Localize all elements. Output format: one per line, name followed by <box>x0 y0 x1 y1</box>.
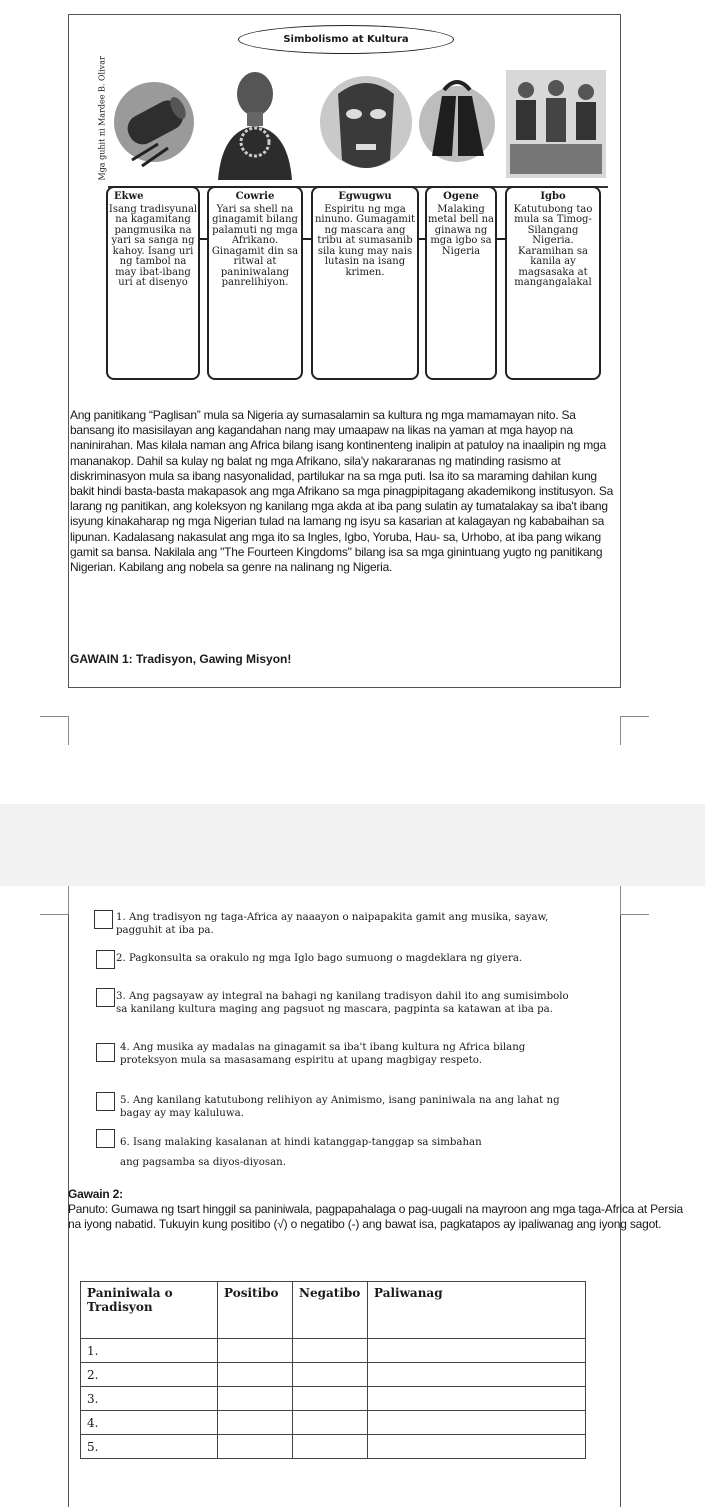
card-title: Cowrie <box>235 191 275 202</box>
task-item: 5. Ang kanilang katutubong relihiyon ay Animismo, isang paniniwala na ang lahat ng bagay ay may kaluluwa. <box>120 1095 560 1119</box>
card-title: Ekwe <box>114 191 144 202</box>
ekwe-drum-illustration <box>112 70 196 178</box>
negatibo-cell[interactable] <box>293 1387 368 1411</box>
row-number: 3. <box>81 1387 218 1411</box>
task-item: 6. Isang malaking kasalanan at hindi katanggap-tanggap sa simbahan ang pagsamba sa diyos-diyosan. <box>120 1137 482 1168</box>
crop-mark <box>620 716 649 745</box>
igbo-people-illustration <box>506 70 606 178</box>
positibo-cell[interactable] <box>218 1411 293 1435</box>
answer-checkbox[interactable] <box>96 950 115 969</box>
gawain2-instructions: Panuto: Gumawa ng tsart hinggil sa paniniwala, pagpapahalaga o pag-uugali na mayroon ang mga taga-Africa at Persia na iyong nabatid. Tukuyin kung positibo (√) o negatibo (-) ang bawat isa, pagkatapos ay ipaliwanag ang iyong sagot. <box>68 1202 683 1231</box>
negatibo-cell[interactable] <box>293 1435 368 1459</box>
answer-checkbox[interactable] <box>96 988 115 1007</box>
column-header: Positibo <box>218 1282 293 1339</box>
card-connector <box>497 238 505 240</box>
gawain2-heading: Gawain 2: <box>68 1187 123 1201</box>
positibo-cell[interactable] <box>218 1435 293 1459</box>
paliwanag-cell[interactable] <box>368 1387 586 1411</box>
column-header: Negatibo <box>293 1282 368 1339</box>
gawain1-heading: GAWAIN 1: Tradisyon, Gawing Misyon! <box>70 652 292 666</box>
task-item: 2. Pagkonsulta sa orakulo ng mga Iglo bago sumuong o magdeklara ng giyera. <box>116 953 523 964</box>
crop-mark <box>40 716 69 745</box>
paliwanag-cell[interactable] <box>368 1339 586 1363</box>
card-text: Katutubong tao mula sa Timog-Silangang Nigeria. Karamihan sa kanila ay magsasaka at mangangalakal <box>513 203 593 288</box>
negatibo-cell[interactable] <box>293 1411 368 1435</box>
page-gap <box>0 804 705 886</box>
column-header: Paliwanag <box>368 1282 586 1339</box>
card-cowrie <box>207 186 303 380</box>
card-title: Ogene <box>443 191 479 202</box>
table-row <box>81 1387 586 1411</box>
intro-paragraph: Ang panitikang “Paglisan” mula sa Nigeria ay sumasalamin sa kultura ng mga mamamayan nito. Sa bansang ito masisilayan ang kagandahan nang may umaapaw na likas na yaman at mga hayop na naninirahan. Mas kilala naman ang Africa bilang isang kontinenteng inalipin at patuloy na inaalipin ng mga mananakop. Dahil sa kulay ng balat ng mga Afrikano, sila'y nakararanas ng matinding rasismo at diskriminasyon mula sa ibang nasyonalidad, partilukar na sa mga puti. Isa ito sa maraming dahilan kung bakit hindi basta-basta makapasok ang mga Afrikano sa mga pinagpipitagang akademikong institusyon. Sa larang ng panitikan, ang koleksyon ng kanilang mga akda at iba pang sulatin ay tumatalakay sa iba't ibang isyung kinakaharap ng mga Nigerian tulad na lamang ng isyu sa kasarian at kalagayan ng kababaihan sa lipunan. Kadalasang nakasulat ang mga ito sa Ingles, Igbo, Yoruba, Hau- sa, Urhobo, at iba pang wikang gamit sa bansa. Nakilala ang "The Fourteen Kingdoms" bilang isa sa mga ginintuang yugto ng panitikang Nigerian. Kabilang ang nobela sa genre na nalinang ng Nigeria. <box>70 408 614 575</box>
table-row <box>81 1339 586 1363</box>
ogene-bell-illustration <box>418 70 496 178</box>
positibo-cell[interactable] <box>218 1387 293 1411</box>
card-egwugwu <box>311 186 419 380</box>
paliwanag-cell[interactable] <box>368 1411 586 1435</box>
positibo-cell[interactable] <box>218 1339 293 1363</box>
row-number: 4. <box>81 1411 218 1435</box>
column-header: Paniniwala o Tradisyon <box>81 1282 218 1339</box>
card-connector <box>303 238 311 240</box>
negatibo-cell[interactable] <box>293 1339 368 1363</box>
row-number: 1. <box>81 1339 218 1363</box>
card-text: Isang tradisyunal na kagamitang pangmusika na yari sa sanga ng kahoy. Isang uri ng tambol na may ibat-ibang uri at disenyo <box>108 203 198 288</box>
card-text: Yari sa shell na ginagamit bilang palamuti ng mga Afrikano. Ginagamit din sa ritwal at paniniwalang panrelihiyon. <box>211 203 299 288</box>
card-ogene <box>425 186 497 380</box>
card-text: Malaking metal bell na ginawa ng mga igbo sa Nigeria <box>427 203 495 257</box>
table-row <box>81 1435 586 1459</box>
paliwanag-cell[interactable] <box>368 1435 586 1459</box>
answer-checkbox[interactable] <box>96 1129 115 1148</box>
table-header-row <box>81 1282 586 1339</box>
crop-mark <box>40 886 69 915</box>
card-text: Espiritu ng mga ninuno. Gumagamit ng mascara ang tribu at sumasanib sila kung may nais lutasin na isang krimen. <box>314 203 416 278</box>
positibo-cell[interactable] <box>218 1363 293 1387</box>
negatibo-cell[interactable] <box>293 1363 368 1387</box>
card-connector <box>200 238 207 240</box>
egwugwu-mask-illustration <box>318 64 414 180</box>
paliwanag-cell[interactable] <box>368 1363 586 1387</box>
illustration-credit: Mga guhit ni Mardee B. Olivar <box>97 56 107 181</box>
row-number: 5. <box>81 1435 218 1459</box>
card-connector <box>419 238 425 240</box>
task-item: 3. Ang pagsayaw ay integral na bahagi ng kanilang tradisyon dahil ito ang sumisimbolo sa kanilang kultura maging ang pagsuot ng mascara, pagpinta sa katawan at iba pa. <box>116 991 569 1015</box>
table-row <box>81 1363 586 1387</box>
card-ekwe <box>106 186 200 380</box>
answer-table <box>80 1281 586 1459</box>
crop-mark <box>620 886 649 915</box>
task-item: 1. Ang tradisyon ng taga-Africa ay naaayon o naipapakita gamit ang musika, sayaw, pagguhit at iba pa. <box>116 912 549 936</box>
answer-checkbox[interactable] <box>94 910 113 929</box>
task-item: 4. Ang musika ay madalas na ginagamit sa iba't ibang kultura ng Africa bilang proteksyon mula sa masasamang espiritu at upang magbigay respeto. <box>120 1042 526 1066</box>
cowrie-figure-illustration <box>212 64 298 180</box>
answer-checkbox[interactable] <box>96 1043 115 1062</box>
answer-checkbox[interactable] <box>96 1092 115 1111</box>
table-row <box>81 1411 586 1435</box>
card-igbo <box>505 186 601 380</box>
gawain2-block <box>68 1187 696 1232</box>
row-number: 2. <box>81 1363 218 1387</box>
card-title: Egwugwu <box>338 191 392 202</box>
card-title: Igbo <box>540 191 566 202</box>
poster-title: Simbolismo at Kultura <box>238 25 454 54</box>
